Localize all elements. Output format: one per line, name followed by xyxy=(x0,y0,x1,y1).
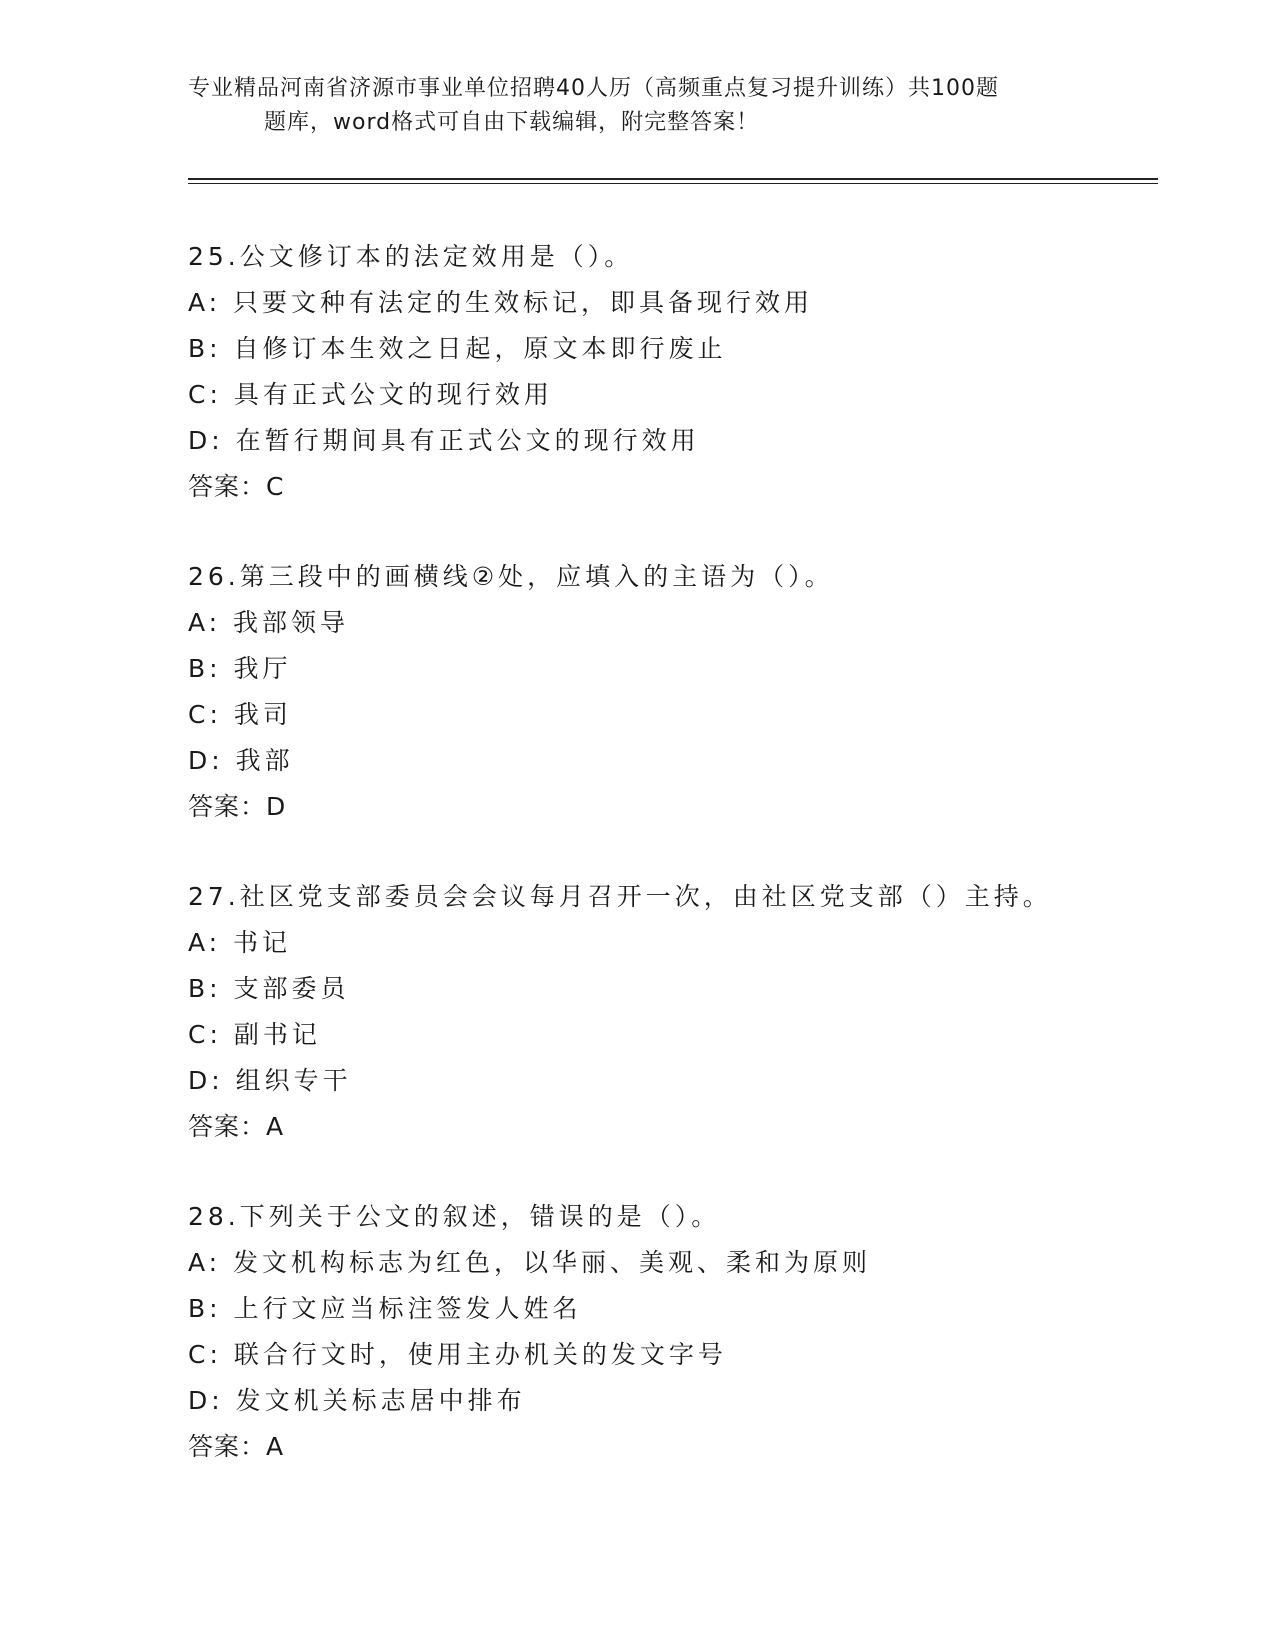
option-d: D: 在暂行期间具有正式公文的现行效用 xyxy=(188,426,700,455)
option-b: B: 上行文应当标注签发人姓名 xyxy=(188,1294,582,1323)
answer-line: 答案：A xyxy=(188,1432,285,1461)
option-a: A: 发文机构标志为红色，以华丽、美观、柔和为原则 xyxy=(188,1248,872,1277)
option-d: D: 我部 xyxy=(188,746,294,775)
question-block xyxy=(188,554,1188,830)
option-c: C: 我司 xyxy=(188,700,292,729)
header-title-line-1: 专业精品河南省济源市事业单位招聘40人历（高频重点复习提升训练）共100题 xyxy=(188,76,999,101)
question-block xyxy=(188,1194,1188,1470)
header-divider-thin xyxy=(188,183,1158,184)
question-stem: 28.下列关于公文的叙述，错误的是（）。 xyxy=(188,1202,721,1231)
option-b: B: 自修订本生效之日起，原文本即行废止 xyxy=(188,334,727,363)
option-c: C: 副书记 xyxy=(188,1020,321,1049)
question-block xyxy=(188,234,1188,510)
question-block xyxy=(188,874,1188,1150)
option-b: B: 支部委员 xyxy=(188,974,350,1003)
option-d: D: 组织专干 xyxy=(188,1066,352,1095)
question-stem: 25.公文修订本的法定效用是（）。 xyxy=(188,242,634,271)
option-c: C: 联合行文时，使用主办机关的发文字号 xyxy=(188,1340,727,1369)
header-divider-thick xyxy=(188,178,1158,180)
option-d: D: 发文机关标志居中排布 xyxy=(188,1386,526,1415)
question-stem: 27.社区党支部委员会会议每月召开一次，由社区党支部（）主持。 xyxy=(188,882,1052,911)
answer-line: 答案：C xyxy=(188,472,285,501)
option-a: A: 我部领导 xyxy=(188,608,350,637)
option-a: A: 书记 xyxy=(188,928,292,957)
option-b: B: 我厅 xyxy=(188,654,292,683)
document-header xyxy=(188,72,1088,140)
question-stem: 26.第三段中的画横线②处，应填入的主语为（）。 xyxy=(188,562,834,591)
header-title-line-2: 题库，word格式可自由下载编辑，附完整答案！ xyxy=(264,110,760,135)
option-c: C: 具有正式公文的现行效用 xyxy=(188,380,553,409)
answer-line: 答案：A xyxy=(188,1112,285,1141)
answer-line: 答案：D xyxy=(188,792,287,821)
option-a: A: 只要文种有法定的生效标记，即具备现行效用 xyxy=(188,288,814,317)
